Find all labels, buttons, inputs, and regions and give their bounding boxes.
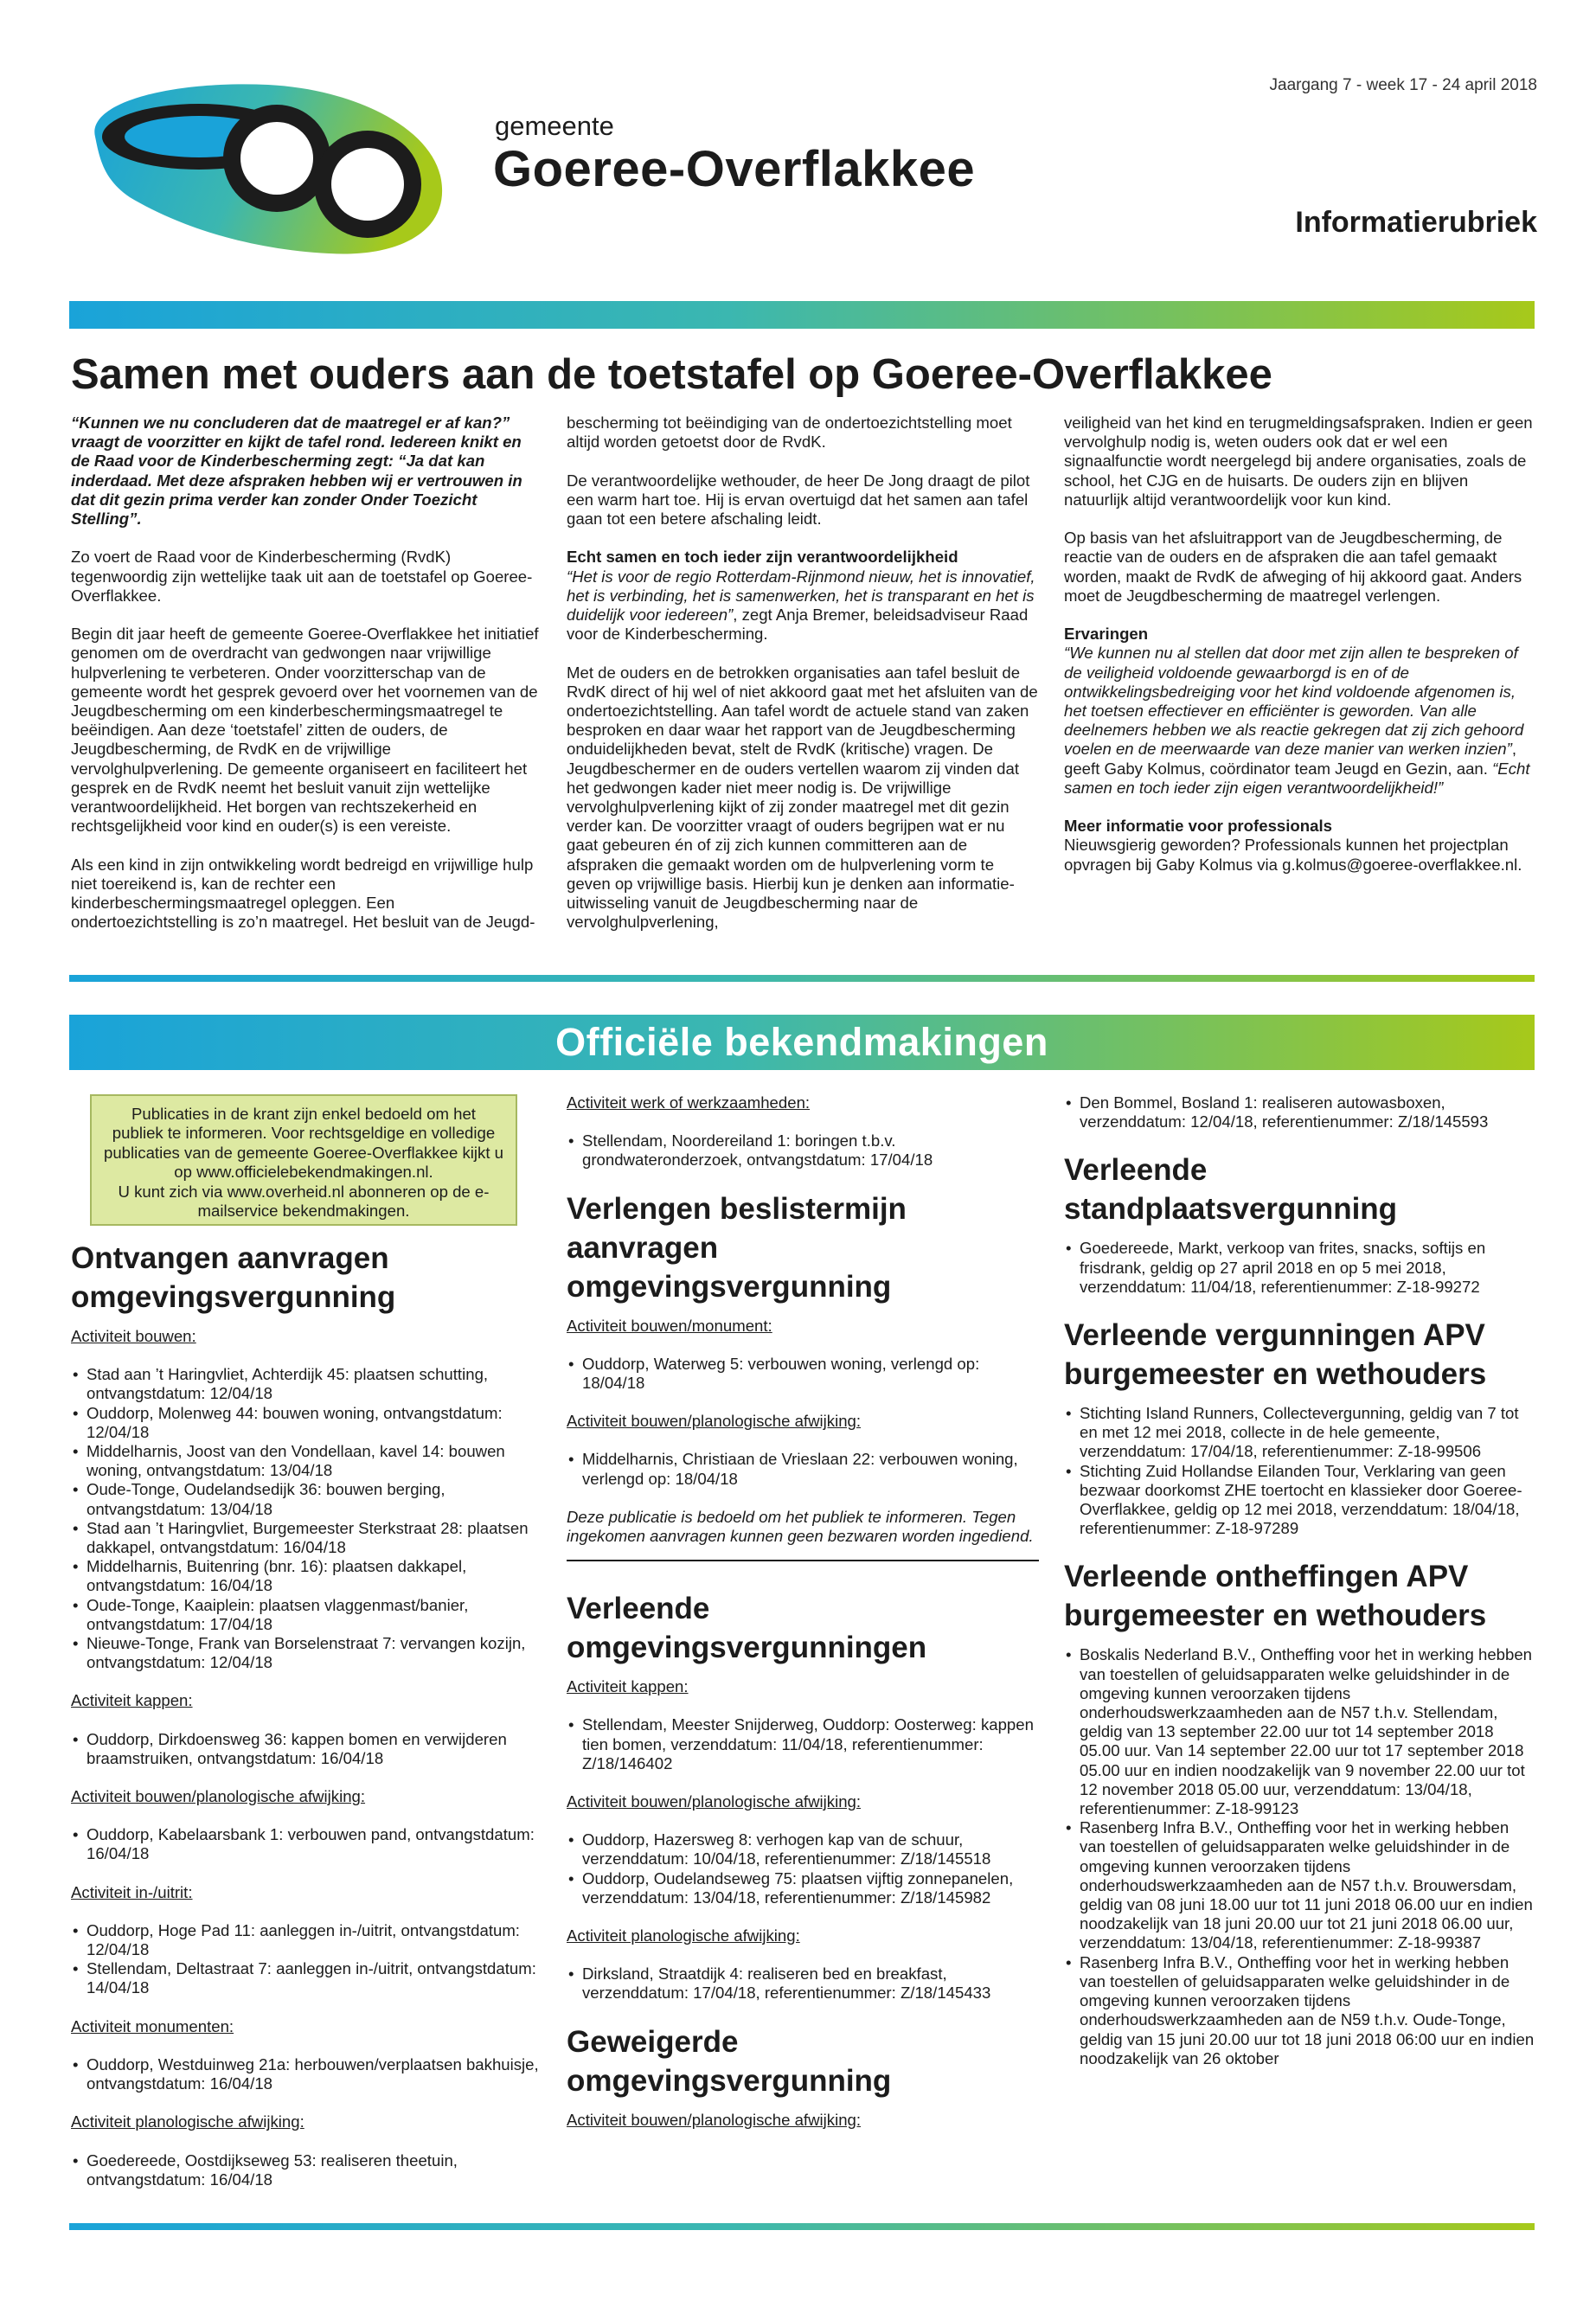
article-paragraph: veiligheid van het kind en terugmeldingsafspraken. Indien er geen vervolghulp nodig is, weten ouders ook dat er wel een signaalfunctie wordt neergelegd bij andere organisaties, zoals de school, het CJG en de huisarts. De ouders zijn en blijven natuurlijk altijd verantwoordelijk voor kun kind.	[1064, 413, 1533, 509]
item-list	[71, 1825, 543, 1863]
activity-label: Activiteit planologische afwijking:	[567, 1926, 800, 1945]
activity-groups	[567, 1317, 1039, 1489]
item-list	[71, 1730, 543, 1768]
bekend-column-1	[71, 1239, 543, 2208]
list-item: • Rasenberg Infra B.V., Ontheffing voor het in werking hebben van toestellen of geluidsapparaten welke geluidshinder in de omgeving kunnen veroorzaken tijdens onderhoudswerkzaamheden aan de N59 t.h.v. Oude-Tonge, geldig van 15 juni 20.00 uur tot 18 juni 2018 06:00 uur en indien noodzakelijk van 26 oktober	[1064, 1953, 1536, 2068]
item-list	[567, 1450, 1039, 1488]
list-item: • Stellendam, Deltastraat 7: aanleggen in-/uitrit, ontvangstdatum: 14/04/18	[71, 1959, 543, 1997]
item-list	[71, 1921, 543, 1998]
article-paragraph: De verantwoordelijke wethouder, de heer De Jong draagt de pilot een warm hart toe. Hij is ervan overtuigd dat het samen aan tafel gaan tot een betere afschaling leidt.	[567, 471, 1030, 528]
list-item: • Middelharnis, Joost van den Vondellaan, kavel 14: bouwen woning, ontvangstdatum: 13/04/18	[71, 1442, 543, 1480]
article-column-2	[567, 413, 1039, 952]
section-heading: Verlengen beslistermijn aanvragen omgevingsvergunning	[567, 1191, 907, 1304]
article-title: Samen met ouders aan de toetstafel op Goeree-Overflakkee	[71, 351, 1272, 398]
item-list	[567, 1355, 1039, 1393]
activity-label: Activiteit in-/uitrit:	[71, 1882, 193, 1901]
list-item: • Middelharnis, Buitenring (bnr. 16): plaatsen dakkapel, ontvangstdatum: 16/04/18	[71, 1557, 543, 1595]
item-list	[567, 1830, 1039, 1907]
item-list	[567, 1715, 1039, 1773]
list-item: • Stad aan ’t Haringvliet, Achterdijk 45: plaatsen schutting, ontvangstdatum: 12/04/18	[71, 1365, 543, 1403]
list-item: • Goedereede, Markt, verkoop van frites, snacks, softijs en frisdrank, geldig op 27 april 2018 en op 5 mei 2018, verzenddatum: 11/04/18, referentienummer: Z-18-99272	[1064, 1239, 1536, 1297]
notice-line: Publicaties in de krant zijn enkel bedoeld om het publiek te informeren. Voor rechtsgeldige en volledige publicaties van de gemeente Goeree-Overflakkee kijkt u op www.officielebekendmakingen.nl.	[104, 1105, 503, 1182]
item-list	[1064, 1645, 1536, 2067]
list-item: • Ouddorp, Hoge Pad 11: aanleggen in-/uitrit, ontvangstdatum: 12/04/18	[71, 1921, 543, 1959]
article-quote-attribution: , zegt Anja Bremer, beleidsadviseur Raad voor de Kinderbescherming.	[567, 606, 1029, 644]
activity-label: Activiteit monumenten:	[71, 2016, 234, 2035]
article-quote-paragraph	[1064, 644, 1536, 798]
column-divider	[567, 1560, 1039, 1561]
publication-notice-box	[90, 1094, 517, 1226]
activity-label: Activiteit bouwen/planologische afwijking:	[71, 1787, 366, 1806]
article-quote-end: “Echt samen en toch ieder zijn eigen verantwoordelijkheid!”	[1064, 759, 1530, 797]
section-heading: Ontvangen aanvragen omgevingsvergunning	[71, 1241, 396, 1314]
divider-bar	[69, 975, 1535, 982]
list-item: • Middelharnis, Christiaan de Vrieslaan 22: verbouwen woning, verlengd op: 18/04/18	[567, 1450, 1039, 1488]
issue-info: Jaargang 7 - week 17 - 24 april 2018	[1269, 76, 1537, 94]
bekend-column-3	[1064, 1093, 1536, 2087]
list-item: • Den Bommel, Bosland 1: realiseren autowasboxen, verzenddatum: 12/04/18, referentienummer: Z/18/145593	[1064, 1093, 1536, 1131]
article-paragraph: Op basis van het afsluitrapport van de Jeugdbescherming, de reactie van de ouders en de afspraken die aan tafel gemaakt worden, maakt de RvdK de afweging of hij akkoord gaat. Anders moet de Jeugdbescherming de maatregel verlengen.	[1064, 529, 1522, 605]
item-list	[71, 1365, 543, 1672]
list-item: • Stellendam, Noordereiland 1: boringen t.b.v. grondwateronderzoek, ontvangstdatum: 17/04/18	[567, 1131, 1039, 1170]
list-item: • Oude-Tonge, Oudelandsedijk 36: bouwen berging, ontvangstdatum: 13/04/18	[71, 1480, 543, 1518]
list-item: • Ouddorp, Westduinweg 21a: herbouwen/verplaatsen bakhuisje, ontvangstdatum: 16/04/18	[71, 2055, 543, 2093]
list-item: • Ouddorp, Kabelaarsbank 1: verbouwen pand, ontvangstdatum: 16/04/18	[71, 1825, 543, 1863]
item-list	[1064, 1404, 1536, 1538]
item-list	[1064, 1239, 1536, 1297]
header-gradient-bar	[69, 301, 1535, 329]
list-item: • Stichting Zuid Hollandse Eilanden Tour, Verklaring van geen bezwaar doorkomst ZHE toertocht en klassieker door Goeree-Overflakkee, geldig op 12 mei 2018, verzenddatum: 18/04/18, referentienummer: Z-18-97289	[1064, 1462, 1536, 1539]
list-item: • Nieuwe-Tonge, Frank van Borselenstraat 7: vervangen kozijn, ontvangstdatum: 12/04/18	[71, 1634, 543, 1672]
bekend-column-2	[567, 1093, 1039, 2149]
list-item: • Goedereede, Oostdijkseweg 53: realiseren theetuin, ontvangstdatum: 16/04/18	[71, 2151, 543, 2189]
section-heading: Verleende omgevingsvergunningen	[567, 1592, 927, 1665]
activity-label: Activiteit bouwen/monument:	[567, 1316, 772, 1335]
article-paragraph: Als een kind in zijn ontwikkeling wordt bedreigd en vrijwillige hulp niet toereikend is, kan de rechter een kinderbeschermingsmaatregel opleggen. Een ondertoezichtstelling is zo’n maatregel. Het besluit van de Jeugd-	[71, 855, 535, 932]
article-quote-paragraph	[567, 567, 1039, 644]
article-column-3	[1064, 413, 1536, 894]
article-subheading: Echt samen en toch ieder zijn verantwoordelijkheid	[567, 548, 958, 567]
notice-line: U kunt zich via www.overheid.nl abonneren op de e-mailservice bekendmakingen.	[118, 1182, 490, 1221]
item-list	[567, 1965, 1039, 2003]
bekendmakingen-banner	[69, 1015, 1535, 1070]
brand-gemeente: gemeente	[495, 111, 614, 141]
list-item: • Stad aan ’t Haringvliet, Burgemeester Sterkstraat 28: plaatsen dakkapel, ontvangstdatum: 16/04/18	[71, 1519, 543, 1557]
list-item: • Oude-Tonge, Kaaiplein: plaatsen vlaggenmast/banier, ontvangstdatum: 17/04/18	[71, 1596, 543, 1634]
activity-label: Activiteit kappen:	[567, 1677, 689, 1696]
item-list	[71, 2055, 543, 2093]
section-label: Informatierubriek	[1295, 206, 1537, 239]
activity-groups	[567, 1677, 1039, 2003]
activity-label: Activiteit kappen:	[71, 1691, 193, 1710]
article-paragraph: Begin dit jaar heeft de gemeente Goeree-Overflakkee het initiatief genomen om de overdracht van gedwongen naar vrijwillige hulpverlening te verbeteren. Onder voorzitterschap van de gemeente wordt het gesprek gevoerd over het voornemen van de Jeugdbescherming om een kinderbeschermingsmaatregel te beëindigen. Aan deze ‘toetstafel’ zitten de ouders, de Jeugdbescherming, de RvdK en de vrijwillige vervolghulpverlening. De gemeente organiseert en faciliteert het gesprek en de RvdK neemt het besluit vanuit zijn wettelijke verantwoordelijkheid. Het borgen van rechtszekerheid en rechtsgelijkheid voor kind en ouder(s) is een vereiste.	[71, 625, 539, 836]
list-item: • Ouddorp, Waterweg 5: verbouwen woning, verlengd op: 18/04/18	[567, 1355, 1039, 1393]
article-subheading: Ervaringen	[1064, 625, 1149, 644]
article-intro: “Kunnen we nu concluderen dat de maatregel er af kan?” vraagt de voorzitter en kijkt de tafel rond. Iedereen knikt en de Raad voor de Kinderbescherming zegt: “Ja dat kan inderdaad. Met deze afspraken hebben wij er vertrouwen in dat dit gezin prima verder kan zonder Onder Toezicht Stelling”.	[71, 413, 522, 529]
activity-label: Activiteit bouwen/planologische afwijking:	[567, 1412, 862, 1431]
article-quote: “Het is voor de regio Rotterdam-Rijnmond nieuw, het is innovatief, het is verbinding, het is samenwerken, het is transparant en het is duidelijk voor iedereen”	[567, 567, 1035, 624]
list-item: • Stichting Island Runners, Collectevergunning, geldig van 7 tot en met 12 mei 2018, collecte in de hele gemeente, verzenddatum: 17/04/18, referentienummer: Z-18-99506	[1064, 1404, 1536, 1462]
article-paragraph: Zo voert de Raad voor de Kinderbescherming (RvdK) tegenwoordig zijn wettelijke taak uit aan de toetstafel op Goeree-Overflakkee.	[71, 548, 533, 605]
list-item: • Rasenberg Infra B.V., Ontheffing voor het in werking hebben van toestellen of geluidsapparaten welke geluidshinder in de omgeving kunnen veroorzaken tijdens onderhoudswerkzaamheden aan de N57 t.h.v. Brouwersdam, geldig van 08 juni 18.00 uur tot 11 juni 2018 06.00 uur en indien noodzakelijk van 18 juni 20.00 uur tot 21 juni 2018 06.00 uur, verzenddatum: 13/04/18, referentienummer: Z-18-99387	[1064, 1818, 1536, 1952]
article-paragraph: Nieuwsgierig geworden? Professionals kunnen het projectplan opvragen bij Gaby Kolmus via g.kolmus@goeree-overflakkee.nl.	[1064, 836, 1522, 874]
activity-label: Activiteit planologische afwijking:	[71, 2112, 304, 2131]
activity-groups	[71, 1327, 543, 2189]
municipality-logo	[69, 76, 450, 262]
list-item: • Dirksland, Straatdijk 4: realiseren bed en breakfast, verzenddatum: 17/04/18, referentienummer: Z/18/145433	[567, 1965, 1039, 2003]
list-item: • Stellendam, Meester Snijderweg, Ouddorp: Oosterweg: kappen tien bomen, verzenddatum: 11/04/18, referentienummer: Z/18/146402	[567, 1715, 1039, 1773]
item-list	[71, 2151, 543, 2189]
activity-label: Activiteit bouwen/planologische afwijking:	[567, 2110, 862, 2129]
article-paragraph: bescherming tot beëindiging van de ondertoezichtstelling moet altijd worden getoetst door de RvdK.	[567, 413, 1012, 452]
list-item: • Ouddorp, Molenweg 44: bouwen woning, ontvangstdatum: 12/04/18	[71, 1404, 543, 1442]
brand-name: Goeree-Overflakkee	[493, 141, 976, 197]
activity-label: Activiteit bouwen/planologische afwijking:	[567, 1792, 862, 1811]
list-item: • Boskalis Nederland B.V., Ontheffing voor het in werking hebben van toestellen of geluidsapparaten welke geluidshinder in de omgeving kunnen veroorzaken tijdens onderhoudswerkzaamheden aan de N57 t.h.v. Stellendam, geldig van 13 september 22.00 uur tot 14 september 2018 05.00 uur. Van 14 september 22.00 uur tot 17 september 2018 05.00 uur en indien noodzakelijk van 9 november 22.00 uur tot 12 november 2018 05.00 uur, verzenddatum: 13/04/18, referentienummer: Z-18-99123	[1064, 1645, 1536, 1818]
item-list	[567, 1131, 1039, 1170]
section-heading: Verleende standplaatsvergunning	[1064, 1153, 1398, 1227]
footer-divider-bar	[69, 2223, 1535, 2230]
list-item: • Ouddorp, Hazersweg 8: verhogen kap van de schuur, verzenddatum: 10/04/18, referentienummer: Z/18/145518	[567, 1830, 1039, 1868]
bekendmakingen-title: Officiële bekendmakingen	[555, 1020, 1048, 1064]
section-heading: Verleende ontheffingen APV burgemeester en wethouders	[1064, 1560, 1487, 1633]
list-item: • Ouddorp, Dirkdoensweg 36: kappen bomen en verwijderen braamstruiken, ontvangstdatum: 16/04/18	[71, 1730, 543, 1768]
activity-label: Activiteit werk of werkzaamheden:	[567, 1093, 811, 1112]
publication-note: Deze publicatie is bedoeld om het publiek te informeren. Tegen ingekomen aanvragen kunnen geen bezwaren worden ingediend.	[567, 1507, 1034, 1546]
list-item: • Ouddorp, Oudelandseweg 75: plaatsen vijftig zonnepanelen, verzenddatum: 13/04/18, referentienummer: Z/18/145982	[567, 1869, 1039, 1907]
article-column-1	[71, 413, 543, 952]
section-heading: Verleende vergunningen APV burgemeester en wethouders	[1064, 1318, 1487, 1392]
article-subheading: Meer informatie voor professionals	[1064, 817, 1332, 836]
article-paragraph: Met de ouders en de betrokken organisaties aan tafel besluit de RvdK direct of hij wel of niet akkoord gaat met het afsluiten van de ondertoezichtstelling. Aan tafel wordt de actuele stand van zaken besproken en daar waar het rapport van de Jeugdbescherming onduidelijkheden bevat, stelt de RvdK (kritische) vragen. De Jeugdbeschermer en de ouders vertellen waarom zij vinden dat het gedwongen kader niet meer nodig is. De vrijwillige vervolghulpverlening kijkt of zij zonder maatregel met dit gezin verder kan. De voorzitter vraagt of ouders begrijpen wat er nu gaat gebeuren én of zij zich kunnen committeren aan de afspraken die gemaakt worden om de hulpverlening vorm te geven op vrijwillige basis. Hierbij kun je denken aan informatie-uitwisseling vanuit de Jeugdbescherming naar de vervolghulpverlening,	[567, 663, 1038, 932]
article-quote: “We kunnen nu al stellen dat door met zijn allen te bespreken of de veiligheid voldoende gewaarborgd is en of de ontwikkelingsbedreiging voor het kind voldoende afgenomen is, het toetsen effectiever en efficiënter is geworden. Van alle deelnemers hebben we als reactie gekregen dat zij zich gehoord voelen en de meerwaarde van deze manier van werken inzien”	[1064, 644, 1524, 759]
section-heading: Geweigerde omgevingsvergunning	[567, 2024, 892, 2098]
activity-label: Activiteit bouwen:	[71, 1327, 196, 1345]
article-quote-attribution: , geeft Gaby Kolmus, coördinator team Jeugd en Gezin, aan.	[1064, 740, 1516, 778]
item-list	[1064, 1093, 1536, 1131]
